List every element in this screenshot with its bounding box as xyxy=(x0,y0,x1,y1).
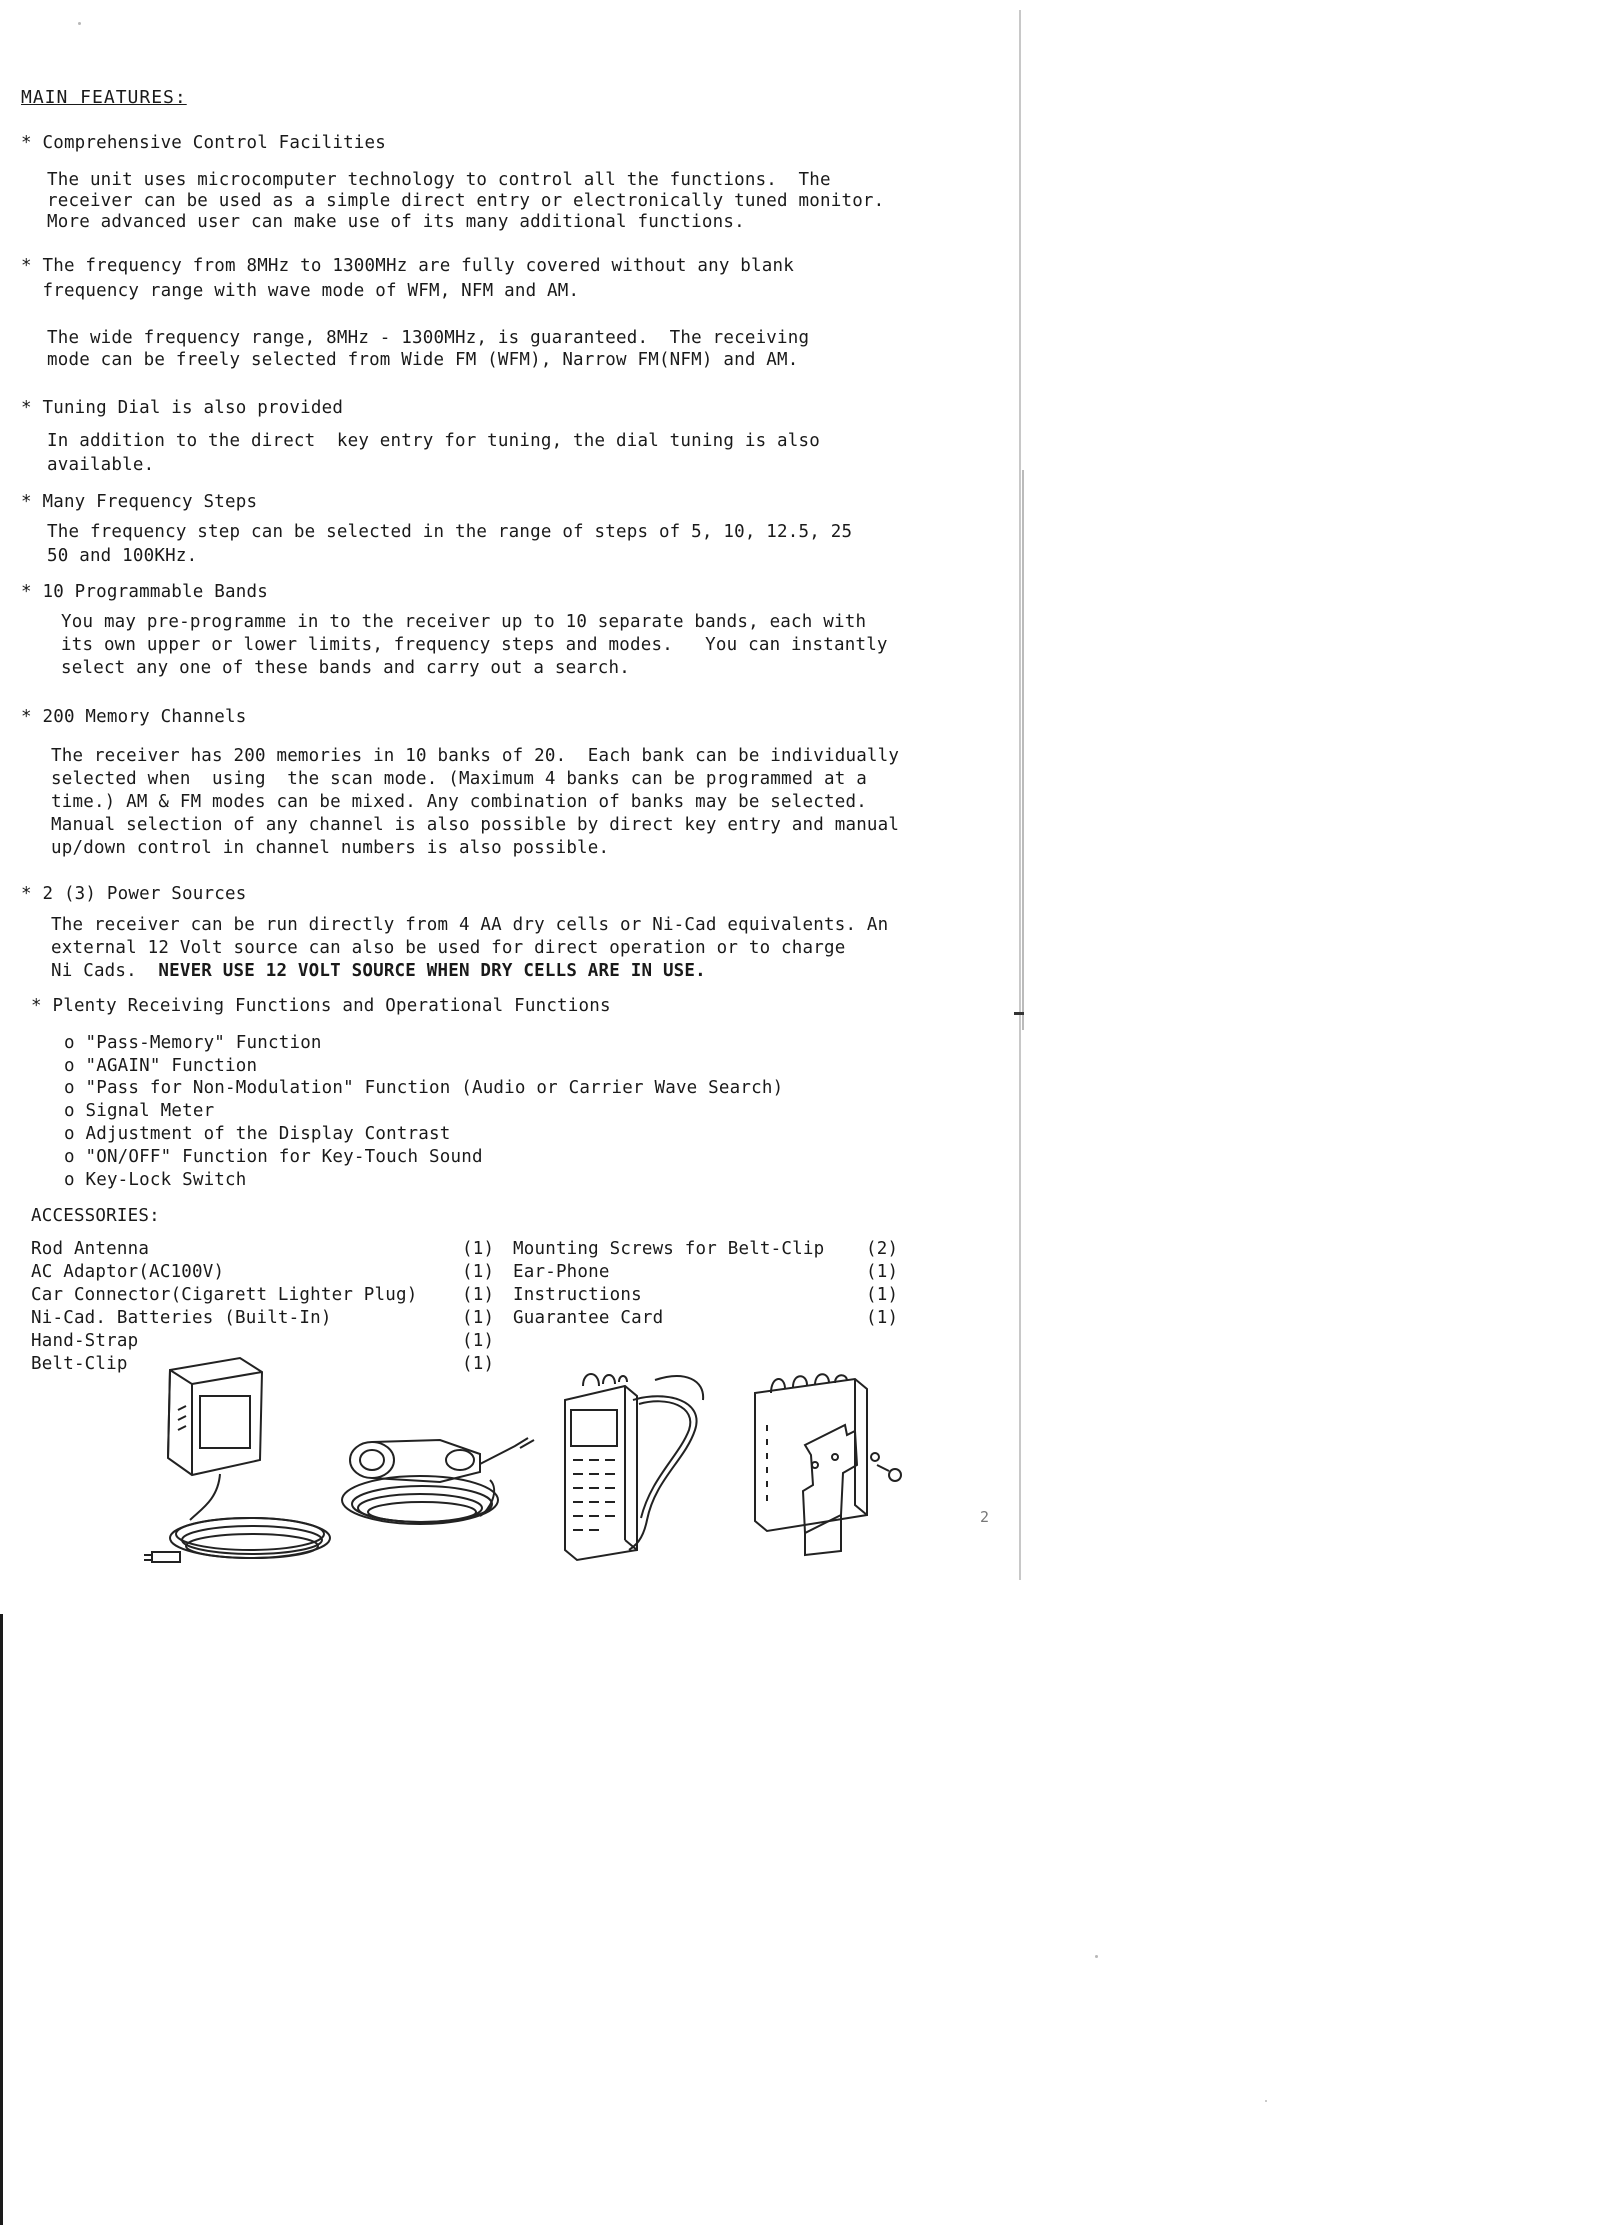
feature-line: The wide frequency range, 8MHz - 1300MHz, is guaranteed. The receiving xyxy=(47,328,810,348)
function-item: o "AGAIN" Function xyxy=(64,1056,258,1076)
feature-line: select any one of these bands and carry out a search. xyxy=(61,658,631,678)
feature-title: * Tuning Dial is also provided xyxy=(21,398,344,418)
car-connector-illustration xyxy=(340,1420,545,1545)
accessory-qty: (1) xyxy=(866,1262,899,1282)
accessory-name: Mounting Screws for Belt-Clip xyxy=(513,1239,825,1259)
scan-speck xyxy=(1265,2100,1267,2102)
accessory-qty: (1) xyxy=(462,1239,495,1259)
scan-left-border xyxy=(0,1614,3,2225)
function-item: o "Pass-Memory" Function xyxy=(64,1033,322,1053)
accessory-name: Hand-Strap xyxy=(31,1331,139,1351)
accessory-name: Car Connector(Cigarett Lighter Plug) xyxy=(31,1285,418,1305)
feature-line: time.) AM & FM modes can be mixed. Any combination of banks may be selected. xyxy=(51,792,867,812)
warning-text: NEVER USE 12 VOLT SOURCE WHEN DRY CELLS ARE IN USE. xyxy=(158,961,706,981)
accessory-name: AC Adaptor(AC100V) xyxy=(31,1262,225,1282)
feature-line: its own upper or lower limits, frequency steps and modes. You can instantly xyxy=(61,635,888,655)
feature-line: The unit uses microcomputer technology to control all the functions. The xyxy=(47,170,831,190)
accessory-name: Guarantee Card xyxy=(513,1308,664,1328)
accessory-name: Ni-Cad. Batteries (Built-In) xyxy=(31,1308,332,1328)
feature-line: The receiver can be run directly from 4 AA dry cells or Ni-Cad equivalents. An xyxy=(51,915,889,935)
accessory-name: Belt-Clip xyxy=(31,1354,128,1374)
function-item: o "ON/OFF" Function for Key-Touch Sound xyxy=(64,1147,483,1167)
page-number: 2 xyxy=(980,1508,990,1526)
scan-mark xyxy=(1014,1012,1024,1015)
feature-title: * The frequency from 8MHz to 1300MHz are fully covered without any blank xyxy=(21,256,794,276)
accessory-name: Rod Antenna xyxy=(31,1239,150,1259)
ac-adaptor-illustration xyxy=(140,1350,360,1575)
accessory-qty: (1) xyxy=(462,1308,495,1328)
accessory-qty: (1) xyxy=(462,1354,495,1374)
feature-title: * Comprehensive Control Facilities xyxy=(21,133,387,153)
accessory-qty: (1) xyxy=(866,1285,899,1305)
feature-line: available. xyxy=(47,455,155,475)
function-item: o Key-Lock Switch xyxy=(64,1170,247,1190)
feature-title: * Plenty Receiving Functions and Operational Functions xyxy=(31,996,611,1016)
scan-edge-line xyxy=(1019,10,1021,1580)
accessory-qty: (1) xyxy=(866,1308,899,1328)
feature-line: You may pre-programme in to the receiver up to 10 separate bands, each with xyxy=(61,612,867,632)
function-item: o Adjustment of the Display Contrast xyxy=(64,1124,451,1144)
warning-prefix: Ni Cads. xyxy=(51,961,159,981)
feature-line: In addition to the direct key entry for tuning, the dial tuning is also xyxy=(47,431,820,451)
accessory-qty: (2) xyxy=(866,1239,899,1259)
scan-edge-line-dark xyxy=(1022,470,1024,1030)
belt-clip-illustration xyxy=(745,1365,945,1560)
feature-title: * 10 Programmable Bands xyxy=(21,582,268,602)
function-item: o "Pass for Non-Modulation" Function (Audio or Carrier Wave Search) xyxy=(64,1078,784,1098)
accessory-qty: (1) xyxy=(462,1285,495,1305)
scan-speck xyxy=(1095,1955,1098,1958)
feature-line: The frequency step can be selected in the range of steps of 5, 10, 12.5, 25 xyxy=(47,522,853,542)
accessories-heading: ACCESSORIES: xyxy=(31,1206,160,1226)
receiver-with-strap-illustration xyxy=(555,1360,725,1565)
feature-line: selected when using the scan mode. (Maximum 4 banks can be programmed at a xyxy=(51,769,867,789)
scan-speck xyxy=(78,22,81,25)
feature-line: The receiver has 200 memories in 10 banks of 20. Each bank can be individually xyxy=(51,746,900,766)
accessory-name: Ear-Phone xyxy=(513,1262,610,1282)
accessory-qty: (1) xyxy=(462,1262,495,1282)
main-features-heading: MAIN FEATURES: xyxy=(21,87,187,108)
accessory-name: Instructions xyxy=(513,1285,642,1305)
feature-title: * Many Frequency Steps xyxy=(21,492,258,512)
feature-line: mode can be freely selected from Wide FM (WFM), Narrow FM(NFM) and AM. xyxy=(47,350,799,370)
feature-title-line2: frequency range with wave mode of WFM, NFM and AM. xyxy=(21,281,580,301)
feature-line: Manual selection of any channel is also possible by direct key entry and manual xyxy=(51,815,900,835)
feature-title: * 200 Memory Channels xyxy=(21,707,247,727)
feature-line: up/down control in channel numbers is also possible. xyxy=(51,838,610,858)
feature-line-warning xyxy=(51,959,706,983)
feature-line: 50 and 100KHz. xyxy=(47,546,198,566)
accessory-qty: (1) xyxy=(462,1331,495,1351)
feature-title: * 2 (3) Power Sources xyxy=(21,884,247,904)
feature-line: receiver can be used as a simple direct entry or electronically tuned monitor. xyxy=(47,191,885,211)
function-item: o Signal Meter xyxy=(64,1101,215,1121)
feature-line: external 12 Volt source can also be used for direct operation or to charge xyxy=(51,938,846,958)
feature-line: More advanced user can make use of its many additional functions. xyxy=(47,212,745,232)
